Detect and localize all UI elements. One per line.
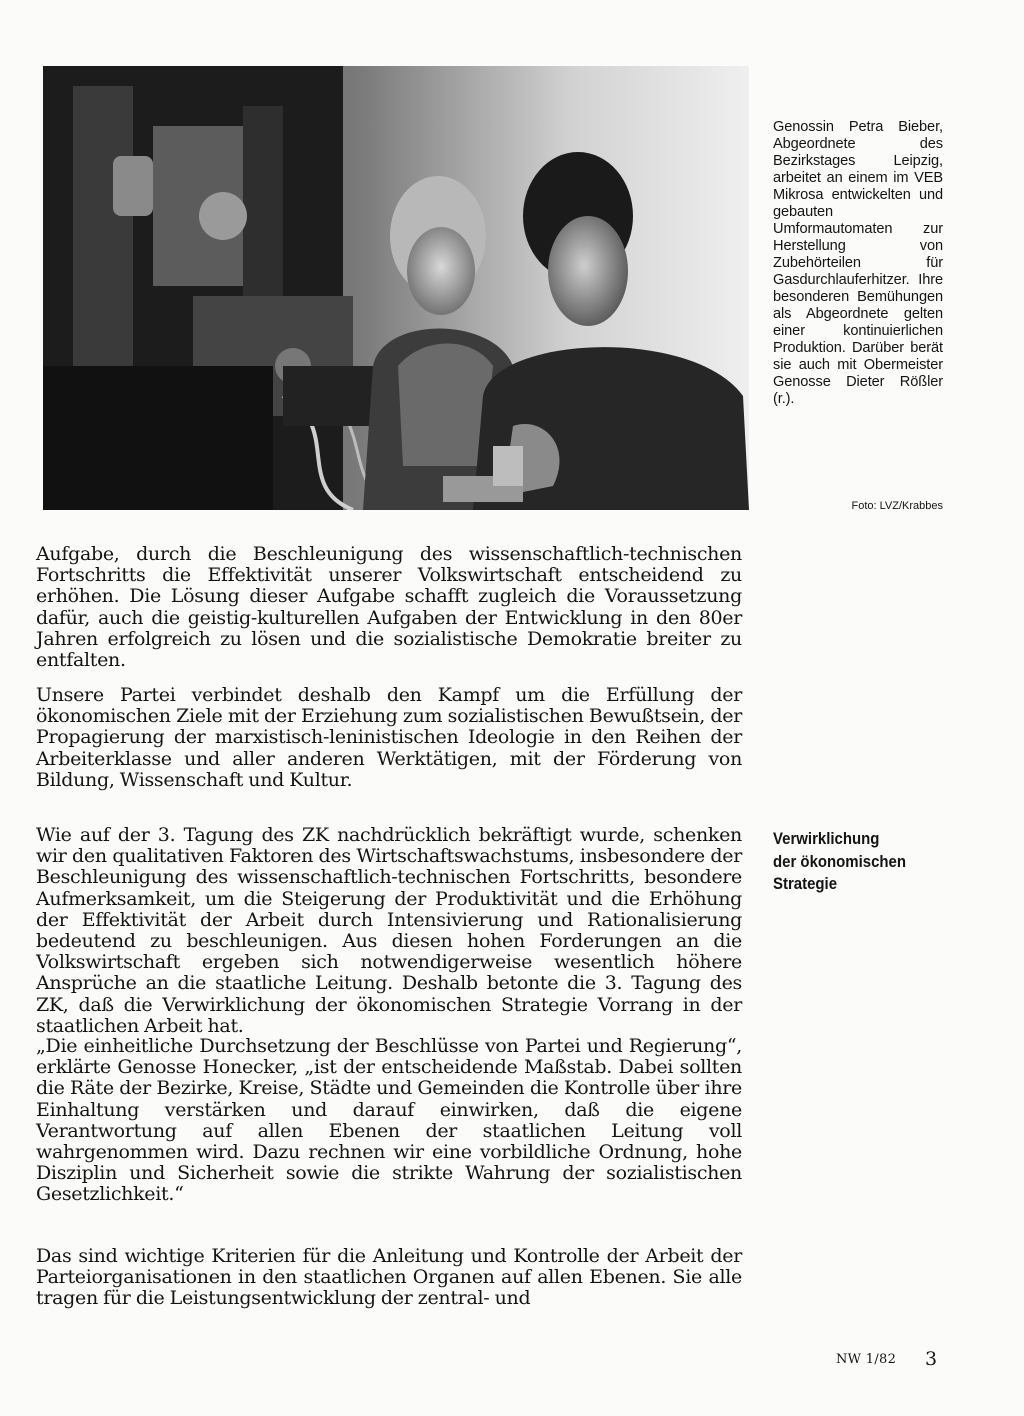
issue-number: NW 1/82 <box>836 1352 897 1367</box>
body-paragraph-5: Das sind wichtige Kriterien für die Anleitung und Kontrolle der Arbeit der Parteiorganisationen in den staatlichen Organen auf allen Ebenen. Sie alle tragen für die Leistungsentwicklung der zentral- und <box>36 1245 742 1310</box>
subheading-line-1: Verwirklichung <box>773 829 880 848</box>
section-subheading <box>773 828 949 896</box>
body-paragraph-4: „Die einheitliche Durchsetzung der Beschlüsse von Partei und Regierung“, erklärte Genosse Honecker, „ist der entscheidende Maßstab. Dabei sollten die Räte der Bezirke, Kreise, Städte und Gemeinden die Kontrolle über ihre Einhaltung verstärken und darauf einwirken, daß die eigene Verantwortung auf allen Ebenen der staatlichen Leitung voll wahrgenommen wird. Dazu rechnen wir eine vorbildliche Ordnung, hohe Disziplin und Sicherheit sowie die strikte Wahrung der sozialistischen Gesetzlichkeit.“ <box>36 1035 742 1206</box>
subheading-line-2: der ökonomischen <box>773 851 907 871</box>
page-number: 3 <box>925 1348 938 1370</box>
body-paragraph-2: Unsere Partei verbindet deshalb den Kampf um die Erfüllung der ökonomischen Ziele mit der Erziehung zum sozialistischen Bewußtsein, der Propagierung der marxistisch-leninistischen Ideologie in den Reihen der Arbeiterklasse und aller anderen Werktätigen, mit der Förderung von Bildung, Wissenschaft und Kultur. <box>36 684 742 791</box>
photo-caption: Genossin Petra Bieber, Abgeordnete des Bezirkstages Leipzig, arbeitet an einem im VEB Mikrosa entwickelten und gebauten Umformautomaten zur Herstellung von Zubehörteilen für Gasdurchlauferhitzer. Ihre besonderen Bemühungen als Abgeordnete gelten einer kontinuierlichen Produktion. Darüber berät sie auch mit Obermeister Genosse Dieter Rößler (r.). <box>773 119 943 407</box>
photo-credit: Foto: LVZ/Krabbes <box>851 500 943 512</box>
subheading-line-3: Strategie <box>773 874 838 893</box>
body-paragraph-1: Aufgabe, durch die Beschleunigung des wissenschaftlich-technischen Fortschritts die Effektivität unserer Volkswirtschaft entscheidend zu erhöhen. Die Lösung dieser Aufgabe schafft zugleich die Voraussetzung dafür, auch die geistig-kulturellen Aufgaben der Entwicklung in den 80er Jahren erfolgreich zu lösen und die sozialistische Demokratie breiter zu entfalten. <box>36 543 742 672</box>
article-photo <box>43 66 749 510</box>
photo-illustration <box>43 66 749 510</box>
body-paragraph-3: Wie auf der 3. Tagung des ZK nachdrücklich bekräftigt wurde, schenken wir den qualitativen Faktoren des Wirtschaftswachstums, insbesondere der Beschleunigung des wissenschaftlich-technischen Fortschritts, besondere Aufmerksamkeit, um die Steigerung der Produktivität und die Erhöhung der Effektivität der Arbeit durch Intensivierung und Rationalisierung bedeutend zu beschleunigen. Aus diesen hohen Forderungen an die Volkswirtschaft ergeben sich notwendigerweise wesentlich höhere Ansprüche an die staatliche Leitung. Deshalb betonte die 3. Tagung des ZK, daß die Verwirklichung der ökonomischen Strategie Vorrang in der staatlichen Arbeit hat. <box>36 824 742 1037</box>
